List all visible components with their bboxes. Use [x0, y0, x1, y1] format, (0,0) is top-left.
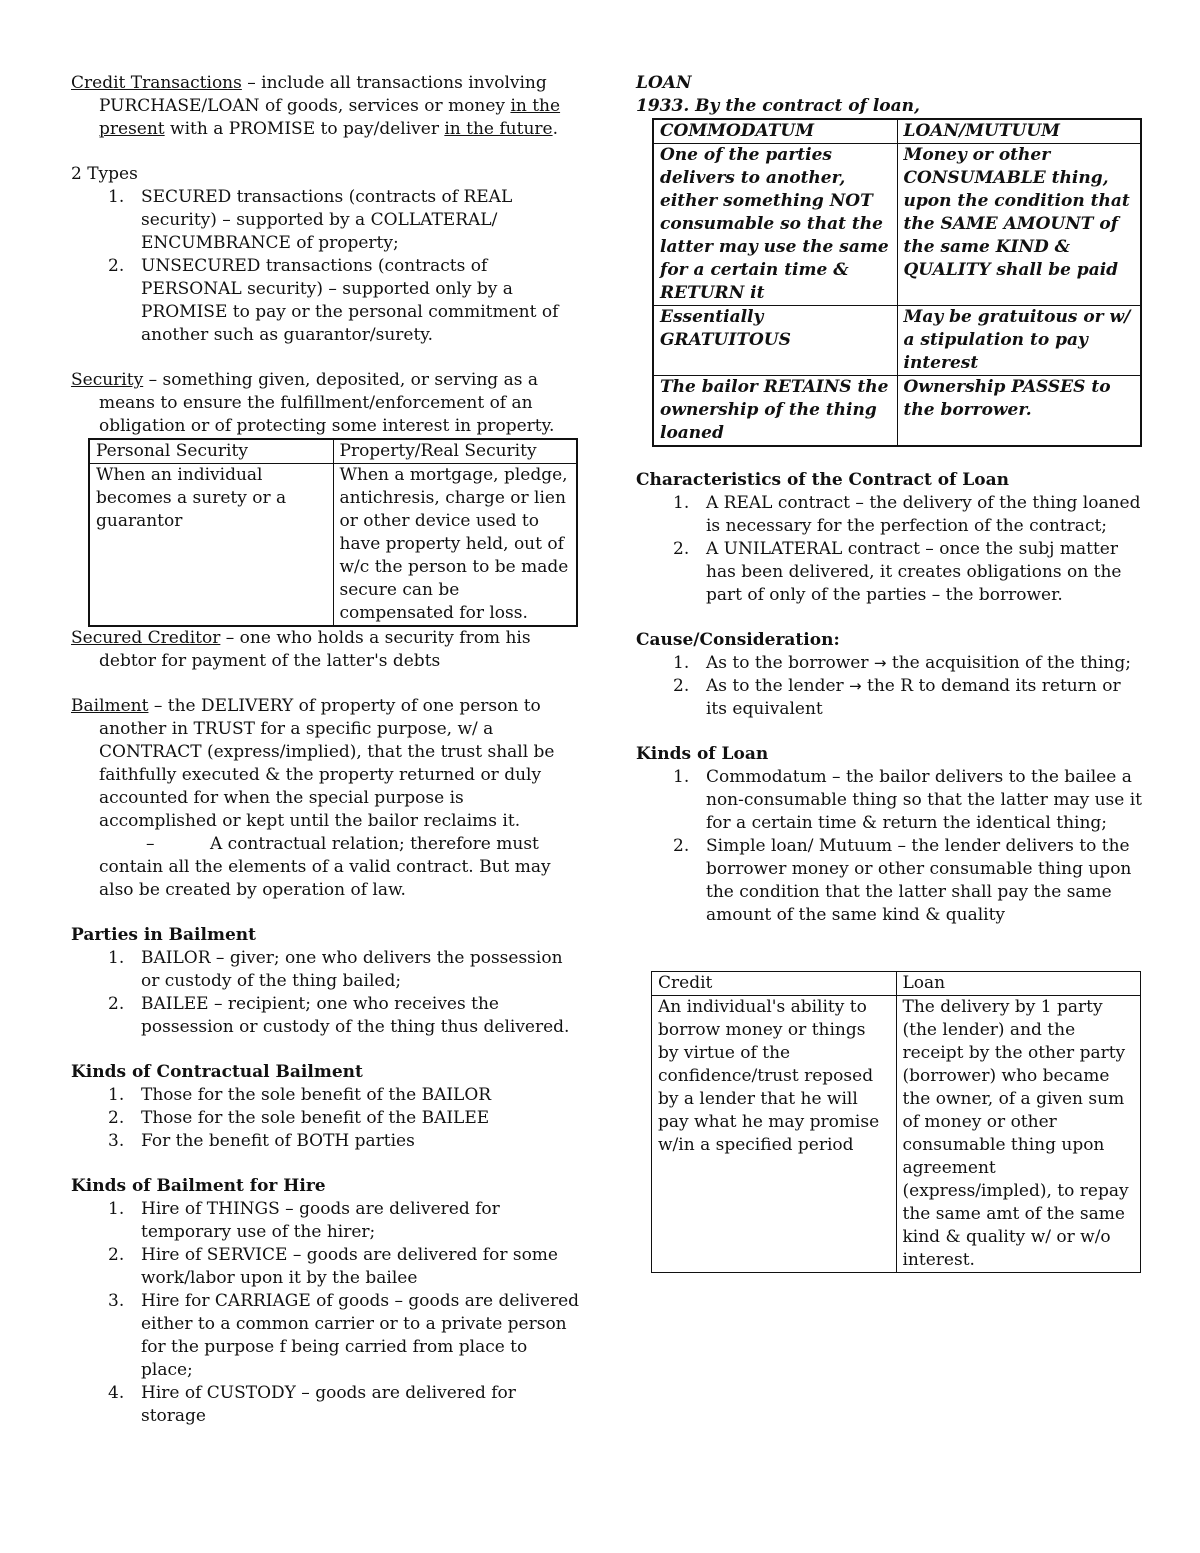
contractual-bailment-list: [71, 1084, 581, 1153]
list-text: Simple loan/ Mutuum – the lender delivers to the borrower money or other consumable thing upon the condition that the latter shall pay the same amount of the same kind & quality: [706, 836, 1132, 925]
list-number: 2.: [108, 1108, 125, 1128]
table-cell: When an individual becomes a surety or a guarantor: [89, 464, 333, 627]
security-table: [88, 438, 578, 627]
list-item: [636, 766, 1146, 835]
list-text: BAILEE – recipient; one who receives the possession or custody of the thing thus delivered.: [141, 994, 570, 1037]
list-text: SECURED transactions (contracts of REAL security) – supported by a COLLATERAL/ ENCUMBRANCE of property;: [141, 187, 513, 253]
loan-article: 1933. By the contract of loan,: [636, 96, 920, 116]
table-row: [652, 996, 1141, 1273]
hire-bailment-heading: Kinds of Bailment for Hire: [71, 1176, 326, 1196]
security-term: Security: [71, 370, 144, 390]
list-text: Hire of THINGS – goods are delivered for temporary use of the hirer;: [141, 1199, 500, 1242]
list-text: A REAL contract – the delivery of the thing loaned is necessary for the perfection of the contract;: [706, 493, 1141, 536]
credit-loan-table: [651, 971, 1141, 1273]
types-list: [71, 186, 581, 347]
right-arrow-icon: →: [849, 677, 862, 695]
list-number: 1.: [673, 767, 690, 787]
parties-list: [71, 947, 581, 1039]
kinds-of-loan-list: [636, 766, 1146, 927]
list-text: Hire of SERVICE – goods are delivered for some work/labor upon it by the bailee: [141, 1245, 558, 1288]
table-header: Personal Security: [89, 439, 333, 464]
table-row: [653, 376, 1141, 447]
list-number: 1.: [673, 653, 690, 673]
list-item: [71, 1198, 581, 1244]
table-row: [653, 306, 1141, 376]
list-text: As to the lender: [706, 676, 850, 696]
table-cell: An individual's ability to borrow money or things by virtue of the confidence/trust reposed by a lender that he will pay what he may promise w/in a specified period: [652, 996, 897, 1273]
table-cell: One of the parties delivers to another, either something NOT consumable so that the latter may use the same for a certain time & RETURN it: [653, 144, 897, 306]
credit-transactions-term: Credit Transactions: [71, 73, 242, 93]
list-text: UNSECURED transactions (contracts of PERSONAL security) – supported only by a PROMISE to pay or the personal commitment of another such as guarantor/surety.: [141, 256, 559, 345]
list-item: [71, 1244, 581, 1290]
list-item: [71, 1290, 581, 1382]
list-number: 2.: [673, 676, 690, 696]
list-number: 4.: [108, 1383, 125, 1403]
credit-transactions-text-1: – include all transactions involving PURCHASE/LOAN of goods, services or money: [99, 73, 547, 116]
hire-bailment-list: [71, 1198, 581, 1428]
list-number: 2.: [108, 256, 125, 276]
table-header: Loan: [896, 972, 1141, 996]
cause-heading: Cause/Consideration:: [636, 630, 840, 650]
list-text: Those for the sole benefit of the BAILOR: [141, 1085, 492, 1105]
list-item: [71, 186, 581, 255]
list-item: [636, 675, 1146, 721]
list-number: 1.: [108, 1085, 125, 1105]
table-cell: Essentially GRATUITOUS: [653, 306, 897, 376]
characteristics-heading: Characteristics of the Contract of Loan: [636, 470, 1009, 490]
credit-transactions-underline-2: in the future: [444, 119, 553, 139]
list-number: 1.: [108, 948, 125, 968]
bailment-note: [71, 833, 581, 856]
secured-creditor-term: Secured Creditor: [71, 628, 221, 648]
kinds-of-loan-heading: Kinds of Loan: [636, 744, 769, 764]
credit-transactions-text-3: .: [552, 119, 558, 139]
list-text: Hire for CARRIAGE of goods – goods are delivered either to a common carrier or to a private person for the purpose f being carried from place to place;: [141, 1291, 580, 1380]
list-number: 3.: [108, 1131, 125, 1151]
bailment-note-rest: contain all the elements of a valid contract. But may also be created by operation of law.: [99, 857, 551, 900]
list-item: [636, 652, 1146, 675]
list-item: [71, 1084, 581, 1107]
types-heading: 2 Types: [71, 164, 138, 184]
credit-transactions-definition: [71, 72, 581, 141]
cause-list: [636, 652, 1146, 721]
list-item: [636, 835, 1146, 927]
list-item: [636, 492, 1146, 538]
list-text: Commodatum – the bailor delivers to the bailee a non-consumable thing so that the latter may use it for a certain time & return the identical thing;: [706, 767, 1142, 833]
loan-title: LOAN: [636, 73, 692, 93]
table-cell: The delivery by 1 party (the lender) and the receipt by the other party (borrower) who became the owner, of a given sum of money or other consumable thing upon agreement (express/impled), to repay the same amt of the same kind & quality w/ or w/o interest.: [896, 996, 1141, 1273]
list-number: 1.: [108, 1199, 125, 1219]
list-item: [71, 1107, 581, 1130]
secured-creditor-text: – one who holds a security from his debtor for payment of the latter's debts: [99, 628, 531, 671]
bailment-definition: [71, 695, 581, 833]
bailment-term: Bailment: [71, 696, 149, 716]
list-text: Those for the sole benefit of the BAILEE: [141, 1108, 490, 1128]
security-text: – something given, deposited, or serving as a means to ensure the fulfillment/enforcement of an obligation or of protecting some interest in property.: [99, 370, 555, 436]
contractual-bailment-heading: Kinds of Contractual Bailment: [71, 1062, 363, 1082]
dash-marker: –: [146, 834, 155, 854]
right-arrow-icon: →: [873, 654, 887, 672]
list-number: 2.: [108, 994, 125, 1014]
list-item: [71, 255, 581, 347]
credit-transactions-underline-1: in the present: [99, 96, 561, 139]
list-text: Hire of CUSTODY – goods are delivered for storage: [141, 1383, 516, 1426]
list-number: 3.: [108, 1291, 125, 1311]
table-cell: When a mortgage, pledge, antichresis, charge or lien or other device used to have property held, out of w/c the person to be made secure can be compensated for loss.: [333, 464, 577, 627]
list-item: [71, 1130, 581, 1153]
list-text: the acquisition of the thing;: [886, 653, 1131, 673]
list-item: [71, 1382, 581, 1428]
list-item: [71, 947, 581, 993]
loan-comparison-table: [652, 118, 1142, 447]
list-number: 2.: [673, 836, 690, 856]
list-text: the R to demand its return or its equivalent: [706, 676, 1121, 719]
right-column: [636, 72, 1146, 1273]
list-number: 2.: [673, 539, 690, 559]
table-header: LOAN/MUTUUM: [897, 119, 1141, 144]
credit-transactions-text-2: with a PROMISE to pay/deliver: [164, 119, 445, 139]
table-header: COMMODATUM: [653, 119, 897, 144]
characteristics-list: [636, 492, 1146, 607]
table-cell: Ownership PASSES to the borrower.: [897, 376, 1141, 447]
list-number: 1.: [108, 187, 125, 207]
list-number: 1.: [673, 493, 690, 513]
list-text: As to the borrower: [706, 653, 874, 673]
bailment-note-first: A contractual relation; therefore must: [210, 834, 539, 854]
table-header: Credit: [652, 972, 897, 996]
list-item: [71, 993, 581, 1039]
table-header: Property/Real Security: [333, 439, 577, 464]
secured-creditor-definition: [71, 627, 581, 673]
list-text: For the benefit of BOTH parties: [141, 1131, 415, 1151]
table-row: [653, 144, 1141, 306]
table-cell: Money or other CONSUMABLE thing, upon the condition that the SAME AMOUNT of the same KIND & QUALITY shall be paid: [897, 144, 1141, 306]
table-cell: May be gratuitous or w/ a stipulation to pay interest: [897, 306, 1141, 376]
parties-heading: Parties in Bailment: [71, 925, 256, 945]
list-text: A UNILATERAL contract – once the subj matter has been delivered, it creates obligations on the part of only of the parties – the borrower.: [706, 539, 1122, 605]
security-definition: [71, 369, 581, 438]
list-text: BAILOR – giver; one who delivers the possession or custody of the thing bailed;: [141, 948, 563, 991]
bailment-text: – the DELIVERY of property of one person to another in TRUST for a specific purpose, w/ a CONTRACT (express/implied), that the trust shall be faithfully executed & the property returned or duly accounted for when the special purpose is accomplished or kept until the bailor reclaims it.: [99, 696, 555, 831]
list-item: [636, 538, 1146, 607]
table-cell: The bailor RETAINS the ownership of the thing loaned: [653, 376, 897, 447]
list-number: 2.: [108, 1245, 125, 1265]
left-column: [71, 72, 581, 1428]
